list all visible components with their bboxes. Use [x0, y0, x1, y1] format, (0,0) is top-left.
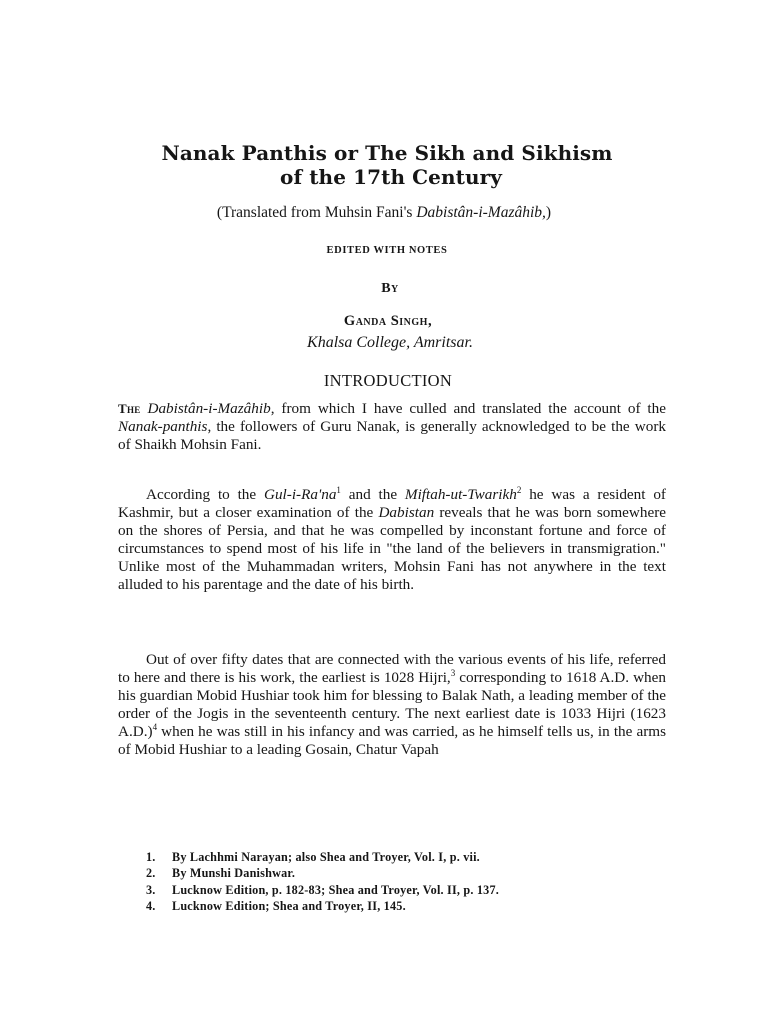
title-line-2: of the 17th Century: [280, 165, 502, 189]
footnote-number: 2.: [146, 866, 156, 881]
paragraph-2-source-1: Gul-i-Ra'na: [263, 486, 337, 503]
paragraph-2-text-d: reveals that he was born somewhere on the shores of Persia, and that he was compelled by inconstant fortune and force of circumstances to spend most of his life in "the land of the believers in transmigration." Unlike most of the Muhammadan writers, Mohsin Fani has not anywhere in the text alluded to his parentage and the date of his birth.: [118, 504, 666, 594]
footnote-text: Lucknow Edition, p. 182-83; Shea and Troyer, Vol. II, p. 137.: [172, 882, 500, 897]
author-name: Ganda Singh,: [343, 313, 433, 329]
footnotes: [146, 849, 666, 914]
paragraph-1-term: Nanak-panthis: [118, 418, 208, 436]
by-label: By: [381, 281, 399, 296]
footnote-ref-2: 2: [516, 485, 522, 495]
footnote-item: [146, 849, 666, 865]
paragraph-2-source-2: Miftah-ut-Twarikh: [404, 486, 517, 503]
footnote-ref-4: 4: [152, 722, 158, 733]
paragraph-1-text-a: , from which I have culled and translated the account of the: [270, 400, 666, 417]
paragraph-1-work: Dabistân-i-Mazâhib: [140, 400, 271, 417]
subtitle-prefix: (Translated from Muhsin Fani's: [216, 204, 417, 221]
footnote-number: 3.: [146, 882, 156, 897]
subtitle-work-title: Dabistân-i-Mazâhib,: [416, 204, 546, 221]
paragraph-2-text-a: According to the: [146, 486, 264, 503]
footnote-item: [146, 882, 666, 898]
paragraph-3-text-b: corresponding to 1618 A.D. when his guardian Mobid Hushiar took him for blessing to Balak Nath, a leading member of the order of the Jogis in the seventeenth century. The next earliest date is 1033 Hijri (1623 A.D.): [118, 669, 666, 741]
paragraph-1-lead: The: [118, 401, 141, 416]
paragraph-2: [118, 486, 666, 595]
footnote-ref-3: 3: [450, 668, 456, 679]
paragraph-2-text-b: and the: [340, 486, 405, 503]
footnote-text: Lucknow Edition; Shea and Troyer, II, 145.: [172, 898, 406, 913]
footnote-text: By Lachhmi Narayan; also Shea and Troyer, Vol. I, p. vii.: [172, 850, 480, 864]
section-heading: INTRODUCTION: [323, 371, 453, 390]
footnote-item: [146, 898, 666, 914]
footnote-number: 4.: [146, 898, 156, 913]
subtitle-suffix: ): [545, 204, 552, 221]
paragraph-2-text-c: he was a resident of Kashmir, but a closer examination of the: [118, 486, 666, 522]
title-line-1: Nanak Panthis or The Sikh and Sikhism: [161, 141, 613, 165]
footnote-number: 1.: [146, 850, 156, 864]
paragraph-3-text-c: when he was still in his infancy and was carried, as he himself tells us, in the arms of Mobid Hushiar to a leading Gosain, Chatur Vapah: [118, 723, 666, 759]
subtitle: [0, 203, 768, 223]
author-affiliation: Khalsa College, Amritsar.: [307, 334, 473, 351]
footnote-ref-1: 1: [336, 485, 341, 495]
footnote-text: By Munshi Danishwar.: [172, 866, 296, 881]
edited-note: EDITED WITH NOTES: [326, 245, 448, 256]
paragraph-2-source-3: Dabistan: [378, 504, 435, 522]
paragraph-1-text-b: , the followers of Guru Nanak, is generally acknowledged to be the work of Shaikh Mohsin Fani.: [118, 418, 666, 454]
paragraph-3-text-a: Out of over fifty dates that are connected with the various events of his life, referred to here and there is his work, the earliest is 1028 Hijri,: [118, 651, 666, 687]
paragraph-3: [118, 651, 666, 760]
paragraph-1: [118, 400, 666, 454]
footnote-item: [146, 865, 666, 881]
